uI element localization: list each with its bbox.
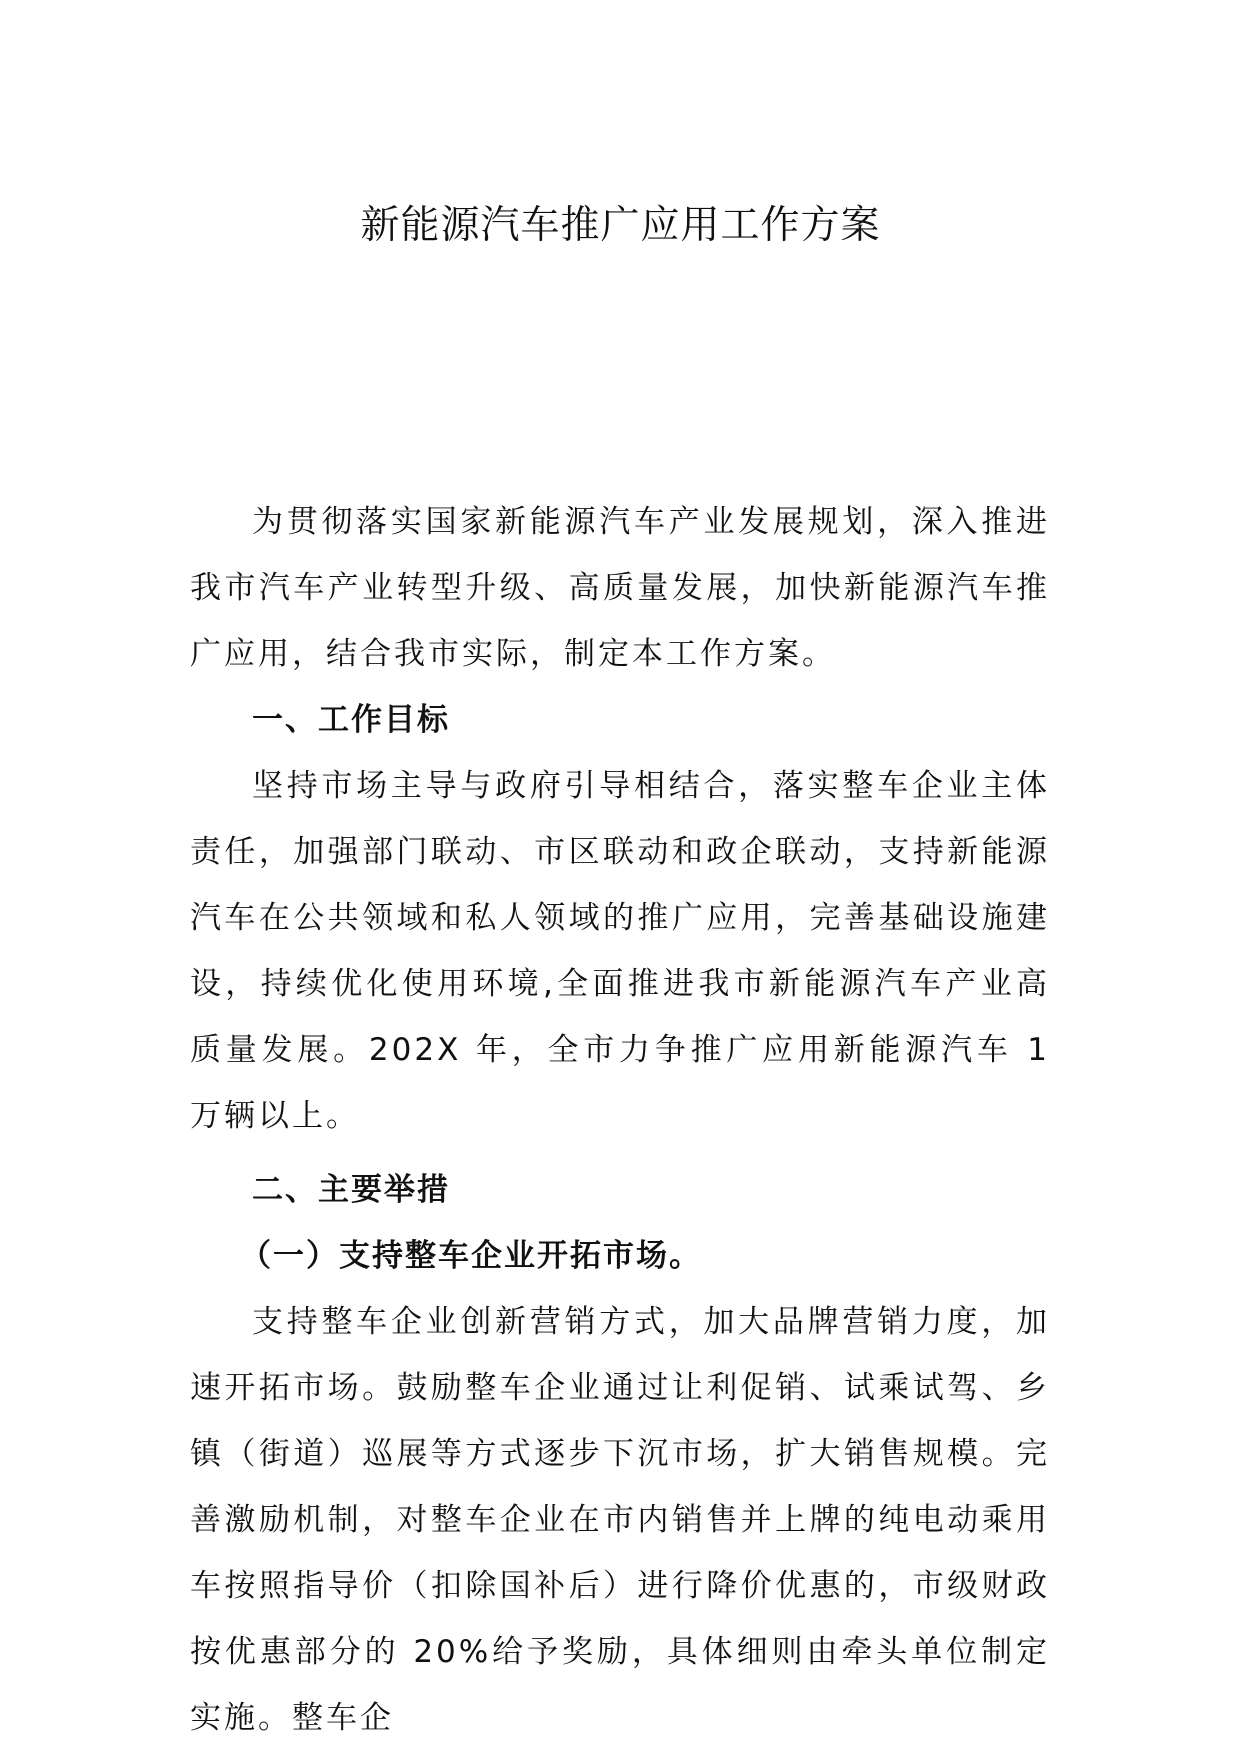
market-paragraph: 支持整车企业创新营销方式，加大品牌营销力度，加速开拓市场。鼓励整车企业通过让利促销、试乘试驾、乡镇（街道）巡展等方式逐步下沉市场，扩大销售规模。完善激励机制，对整车企业在市内销售并上牌的纯电动乘用车按照指导价（扣除国补后）进行降价优惠的，市级财政按优惠部分的 20%给予奖励，具体细则由牵头单位制定实施。整车企 bbox=[190, 1304, 1050, 1736]
section-heading-measures: 二、主要举措 bbox=[252, 1172, 450, 1208]
spacer bbox=[190, 1149, 1050, 1157]
section-heading-goals: 一、工作目标 bbox=[252, 702, 450, 738]
intro-paragraph: 为贯彻落实国家新能源汽车产业发展规划，深入推进我市汽车产业转型升级、高质量发展，加快新能源汽车推广应用，结合我市实际，制定本工作方案。 bbox=[190, 504, 1050, 672]
goals-paragraph: 坚持市场主导与政府引导相结合，落实整车企业主体责任，加强部门联动、市区联动和政企联动，支持新能源汽车在公共领域和私人领域的推广应用，完善基础设施建设，持续优化使用环境,全面推进我市新能源汽车产业高质量发展。202X 年，全市力争推广应用新能源汽车 1 万辆以上。 bbox=[190, 768, 1050, 1134]
document-title: 新能源汽车推广应用工作方案 bbox=[360, 203, 881, 248]
document-body bbox=[190, 489, 1050, 1751]
subsection-heading-market: （一）支持整车企业开拓市场。 bbox=[240, 1238, 702, 1274]
